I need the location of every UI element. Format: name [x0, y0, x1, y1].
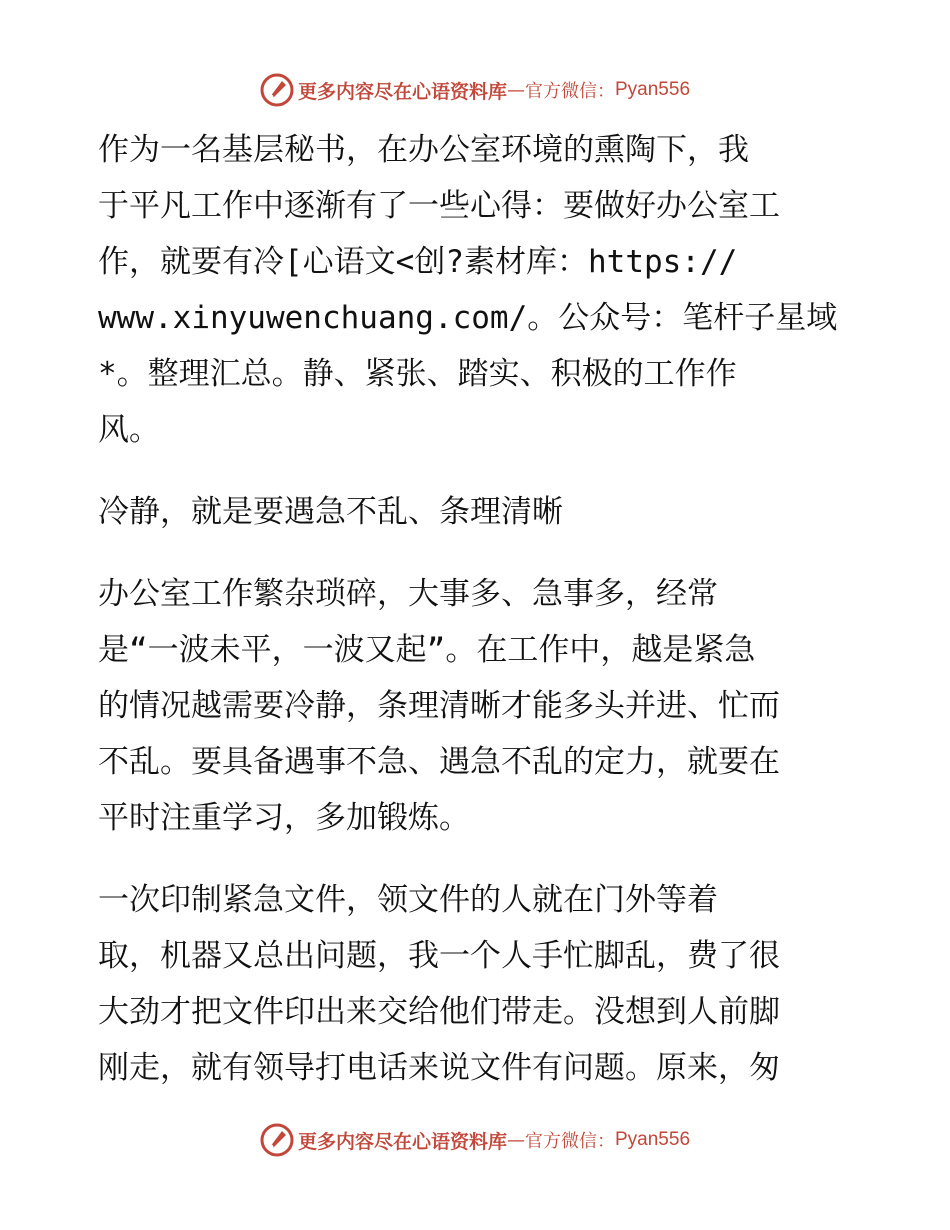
- banner-separator: —: [507, 79, 525, 101]
- document-body: [98, 122, 858, 1096]
- pen-nib-icon: [260, 1123, 294, 1157]
- text-line: 不乱。要具备遇事不急、遇急不乱的定力，就要在: [98, 744, 780, 780]
- text-line: 冷静，就是要遇急不乱、条理清晰: [98, 494, 563, 530]
- paragraph: [98, 122, 858, 458]
- text-line: 作，就要有冷[心语文<创?素材库：https://: [98, 244, 738, 280]
- text-line: www.xinyuwenchuang.com/。公众号：笔杆子星域: [98, 300, 838, 336]
- footer-banner: [0, 1120, 950, 1160]
- banner-wechat-label: 官方微信：: [525, 1131, 615, 1152]
- text-line: 于平凡工作中逐渐有了一些心得：要做好办公室工: [98, 188, 780, 224]
- text-line: 刚走，就有领导打电话来说文件有问题。原来，匆: [98, 1050, 780, 1086]
- pen-nib-icon: [260, 73, 294, 107]
- text-line: 一次印制紧急文件，领文件的人就在门外等着: [98, 882, 718, 918]
- text-line: 平时注重学习，多加锻炼。: [98, 800, 470, 836]
- paragraph: [98, 566, 858, 846]
- paragraph: [98, 872, 858, 1096]
- banner-text: 更多内容尽在心语资料库: [297, 80, 507, 103]
- text-line: 取，机器又总出问题，我一个人手忙脚乱，费了很: [98, 938, 780, 974]
- text-line: 是“一波未平，一波又起”。在工作中，越是紧急: [98, 632, 756, 668]
- text-line: 作为一名基层秘书，在办公室环境的熏陶下，我: [98, 132, 749, 168]
- text-line: *。整理汇总。静、紧张、踏实、积极的工作作: [98, 356, 737, 392]
- banner-wechat-id: Pyan556: [615, 79, 691, 100]
- banner-wechat-id: Pyan556: [615, 1129, 691, 1150]
- text-line: 办公室工作繁杂琐碎，大事多、急事多，经常: [98, 576, 718, 612]
- text-line: 风。: [98, 412, 160, 448]
- header-banner: [0, 70, 950, 110]
- banner-separator: —: [507, 1129, 525, 1151]
- banner-text: 更多内容尽在心语资料库: [297, 1130, 507, 1153]
- banner-wechat-label: 官方微信：: [525, 81, 615, 102]
- section-heading: [98, 484, 858, 540]
- text-line: 大劲才把文件印出来交给他们带走。没想到人前脚: [98, 994, 780, 1030]
- text-line: 的情况越需要冷静，条理清晰才能多头并进、忙而: [98, 688, 780, 724]
